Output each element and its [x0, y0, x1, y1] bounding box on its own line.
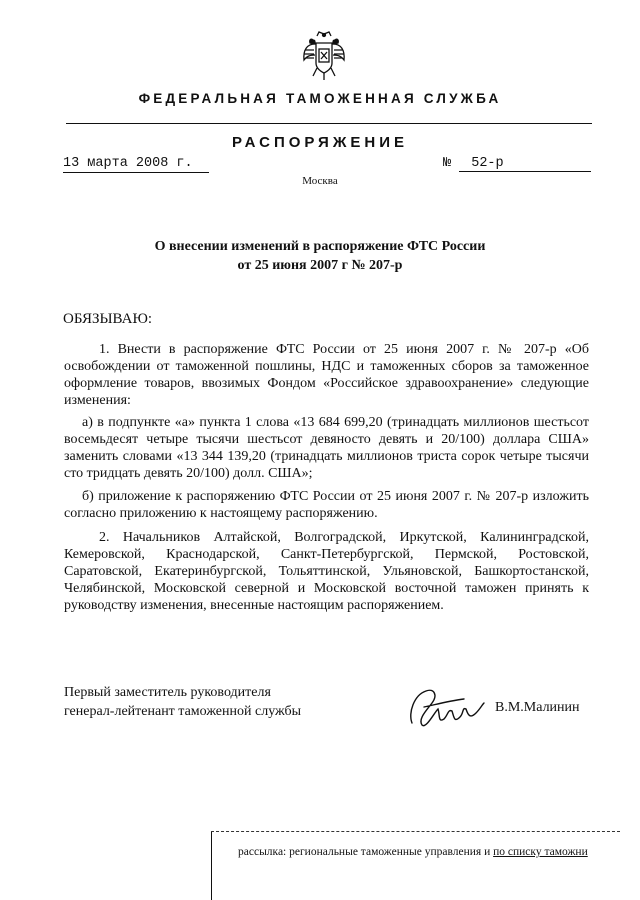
- signer-title-line-2: генерал-лейтенант таможенной службы: [64, 704, 302, 719]
- state-emblem-icon: [301, 30, 347, 82]
- agency-name: ФЕДЕРАЛЬНАЯ ТАМОЖЕННАЯ СЛУЖБА: [138, 91, 502, 106]
- subject-line-1: О внесении изменений в распоряжение ФТС России: [154, 239, 486, 254]
- paragraph-2: 2. Начальников Алтайской, Волгоградской, Иркутской, Калининградской, Кемеровской, Краснодарской, Санкт-Петербургской, Пермской, Ростовской, Саратовской, Екатеринбургской, Тольяттинской, Ульяновской, Башкортостанской, Челябинской, Московской северной и Московской восточной таможен принять к руководству изменения, внесенные настоящим распоряжением.: [64, 530, 589, 613]
- paragraph-1: 1. Внести в распоряжение ФТС России от 25 июня 2007 г. № 207-р «Об освобождении от таможенной пошлины, НДС и таможенных сборов за таможенное оформление товаров, ввозимых Фондом «Российское здравоохранение» следующие изменения:: [64, 342, 589, 408]
- subject-line-2: от 25 июня 2007 г № 207-р: [237, 258, 403, 273]
- distribution-divider: [211, 831, 620, 832]
- document-subject: [0, 237, 640, 275]
- paragraph-1b: б) приложение к распоряжению ФТС России от 25 июня 2007 г. № 207-р изложить согласно приложению к настоящему распоряжению.: [64, 489, 589, 521]
- signer-title-line-1: Первый заместитель руководителя: [64, 685, 271, 700]
- distribution-note: [238, 846, 588, 858]
- signer-title: [64, 683, 301, 721]
- document-type: РАСПОРЯЖЕНИЕ: [231, 134, 409, 151]
- issue-city: Москва: [302, 175, 338, 187]
- distribution-list-link: по списку таможни: [493, 846, 588, 858]
- handwritten-signature: [404, 683, 490, 733]
- distribution-prefix: рассылка: региональные таможенные управления и: [238, 846, 491, 858]
- signer-name: В.М.Малинин: [495, 700, 580, 715]
- document-date: 13 марта 2008 г.: [63, 156, 209, 173]
- distribution-box: [211, 831, 621, 900]
- obligate-heading: ОБЯЗЫВАЮ:: [63, 311, 153, 327]
- number-label: №: [443, 156, 452, 171]
- number-value: 52-р: [459, 156, 591, 172]
- paragraph-1a: а) в подпункте «а» пункта 1 слова «13 684 699,20 (тринадцать миллионов шестьсот восемьдесят четыре тысячи шестьсот девяносто девять и 20/100) доллара США» заменить словами «13 344 139,20 (тринадцать миллионов триста сорок четыре тысячи сто тридцать девять 20/100) долл. США»;: [64, 415, 589, 481]
- header-divider: [66, 123, 592, 124]
- document-number: [443, 156, 591, 172]
